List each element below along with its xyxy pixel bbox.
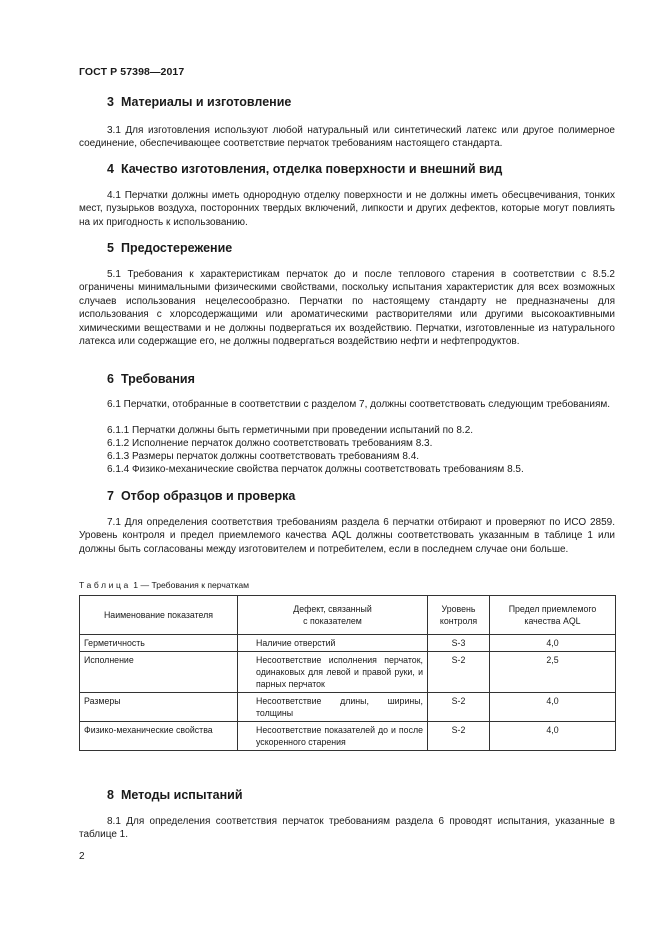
section-number: 6 — [107, 372, 114, 386]
table-cell: 4,0 — [490, 693, 616, 722]
section-heading — [107, 788, 243, 802]
paragraph: 6.1.2 Исполнение перчаток должно соответствовать требованиям 8.3. — [107, 438, 433, 449]
section-number: 5 — [107, 241, 114, 255]
table-row — [80, 635, 616, 652]
table-cell: Наличие отверстий — [238, 635, 428, 652]
section-heading — [107, 95, 291, 109]
table-cell: 4,0 — [490, 722, 616, 751]
column-header: Уровень контроля — [428, 596, 490, 635]
column-header: Дефект, связанный с показателем — [238, 596, 428, 635]
table-cell: 2,5 — [490, 652, 616, 693]
table-cell: Несоответствие исполнения перчаток, одинаковых для левой и правой руки, и парных перчаток — [238, 652, 428, 693]
section-title: Качество изготовления, отделка поверхности и внешний вид — [120, 162, 503, 176]
paragraph: 4.1 Перчатки должны иметь однородную отделку поверхности и не должны иметь обесцвечивания, тонких мест, пузырьков воздуха, посторонних твердых включений, липкости и других дефектов, которые могут повлиять на их пригодность к использованию. — [79, 190, 615, 228]
table-cell: Герметичность — [80, 635, 238, 652]
column-header: Предел приемлемого качества AQL — [490, 596, 616, 635]
paragraph: 6.1.4 Физико-механические свойства перчаток должны соответствовать требованиям 8.5. — [107, 464, 524, 475]
table-cell: Размеры — [80, 693, 238, 722]
column-header: Наименование показателя — [80, 596, 238, 635]
section-number: 4 — [107, 162, 114, 176]
table-caption-label: Таблица — [79, 580, 131, 590]
section-number: 8 — [107, 788, 114, 802]
section-number: 7 — [107, 489, 114, 503]
table-cell: 4,0 — [490, 635, 616, 652]
table-cell: Физико-механические свойства — [80, 722, 238, 751]
requirements-table — [79, 595, 616, 751]
section-heading — [107, 372, 195, 386]
table-row — [80, 693, 616, 722]
paragraph: 8.1 Для определения соответствия перчаток требованиям раздела 6 проводят испытания, указанные в таблице 1. — [79, 816, 615, 841]
table-cell: Исполнение — [80, 652, 238, 693]
table-header-row — [80, 596, 616, 635]
paragraph: 5.1 Требования к характеристикам перчаток до и после теплового старения в соответствии с 8.5.2 ограничены минимальными физическими свойствами, поскольку испытания характеристик для всех возможных случаев использования нецелесообразно. Перчатки по настоящему стандарту не предназначены для использования с хлорсодержащими или ароматическими растворителями или другими высокоактивными химическими веществами и не должны подвергаться их воздействию. Перчатки, изготовленные из натурального латекса или содержащие его, не должны подвергаться воздействию нефти и нефтепродуктов. — [79, 269, 615, 348]
table-cell: S-2 — [428, 722, 490, 751]
section-heading — [107, 489, 295, 503]
section-number: 3 — [107, 95, 114, 109]
section-heading — [107, 241, 232, 255]
standard-designation: ГОСТ Р 57398—2017 — [79, 66, 185, 78]
table-caption-text: 1 — Требования к перчаткам — [130, 580, 250, 590]
paragraph: 3.1 Для изготовления используют любой натуральный или синтетический латекс или другое полимерное соединение, обеспечивающее соответствие перчаток требованиям настоящего стандарта. — [79, 125, 615, 150]
table-caption — [79, 580, 249, 590]
section-title: Материалы и изготовление — [120, 95, 292, 109]
table-cell: S-2 — [428, 693, 490, 722]
section-title: Требования — [120, 372, 195, 386]
paragraph: 6.1.3 Размеры перчаток должны соответствовать требованиям 8.4. — [107, 451, 420, 462]
section-title: Методы испытаний — [120, 788, 243, 802]
page-number: 2 — [79, 851, 85, 862]
section-title: Предостережение — [120, 241, 233, 255]
paragraph: 7.1 Для определения соответствия требованиям раздела 6 перчатки отбирают и проверяют по ИСО 2859. Уровень контроля и предел приемлемого качества AQL должны соответствовать указанным в таблице 1 или должны быть согласованы между изготовителем и потребителем, если в последнем случае они больше. — [79, 517, 615, 555]
table-cell: S-3 — [428, 635, 490, 652]
section-heading — [107, 162, 502, 176]
table-row — [80, 722, 616, 751]
section-title: Отбор образцов и проверка — [120, 489, 296, 503]
paragraph: 6.1.1 Перчатки должны быть герметичными при проведении испытаний по 8.2. — [107, 425, 474, 436]
table-row — [80, 652, 616, 693]
table-cell: Несоответствие длины, ширины, толщины — [238, 693, 428, 722]
table-cell: Несоответствие показателей до и после ускоренного старения — [238, 722, 428, 751]
table-cell: S-2 — [428, 652, 490, 693]
paragraph: 6.1 Перчатки, отобранные в соответствии с разделом 7, должны соответствовать следующим требованиям. — [107, 399, 611, 410]
